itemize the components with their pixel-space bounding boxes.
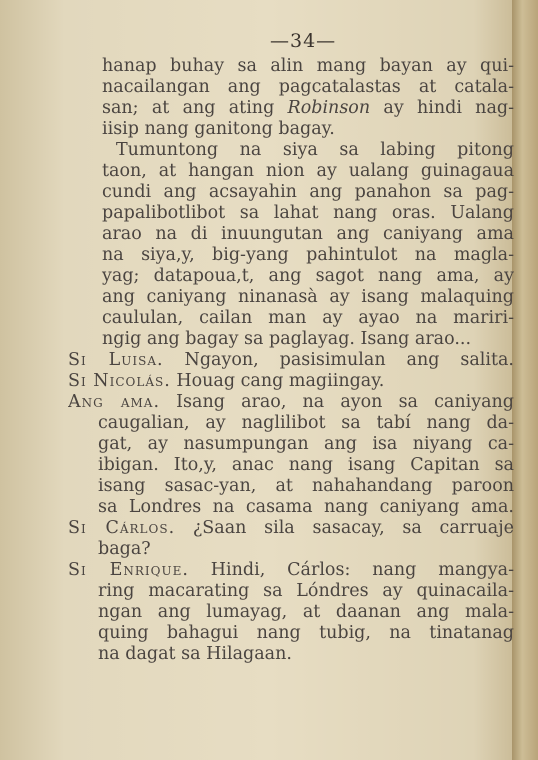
line-text: yag; datapoua,t, ang sagot nang ama, ay	[102, 266, 514, 286]
text-line	[68, 581, 514, 602]
line-text: sa Londres na casama nang caniyang ama.	[98, 497, 514, 517]
text-line	[68, 455, 514, 476]
line-text: iisip nang ganitong bagay.	[102, 119, 335, 139]
page-body-text	[68, 56, 514, 665]
line-text: baga?	[98, 539, 151, 559]
text-line	[68, 413, 514, 434]
line-text: ngan ang lumayag, at daanan ang mala-	[98, 602, 514, 622]
text-line	[68, 98, 514, 119]
text-line	[68, 623, 514, 644]
line-text: quing bahagui nang tubig, na tinatanag	[98, 623, 514, 643]
line-text: cundi ang acsayahin ang panahon sa pag-	[102, 182, 514, 202]
text-line	[68, 77, 514, 98]
page-edge	[512, 0, 538, 760]
line-text: Houag cang magiingay.	[170, 371, 385, 391]
text-line	[68, 266, 514, 287]
line-text: ring macarating sa Lóndres ay quinacaila-	[98, 581, 514, 601]
line-text: nacailangan ang pagcatalastas at catala-	[102, 77, 514, 97]
line-text: ¿Saan sila sasacay, sa carruaje	[175, 518, 514, 538]
text-line	[68, 182, 514, 203]
line-text: arao na di inuungutan ang caniyang ama	[102, 224, 514, 244]
line-text: papalibotlibot sa lahat nang oras. Ualang	[102, 203, 514, 223]
text-line	[68, 287, 514, 308]
line-text: caugalian, ay naglilibot sa tabí nang da-	[98, 413, 514, 433]
text-line	[68, 371, 514, 392]
line-text: isang sasac-yan, at nahahandang paroon	[98, 476, 514, 496]
text-line	[68, 203, 514, 224]
text-line	[68, 539, 514, 560]
text-line	[68, 392, 514, 413]
speaker-name: Si Nicolás.	[68, 371, 171, 391]
text-line	[68, 224, 514, 245]
text-line	[68, 161, 514, 182]
line-text: ang caniyang ninanasà ay isang malaquing	[102, 287, 514, 307]
speaker-name: Si Cárlos.	[68, 518, 176, 538]
speaker-name: Si Luisa.	[68, 350, 164, 370]
line-text: san; at ang ating	[102, 98, 288, 118]
text-line	[68, 350, 514, 371]
text-line	[68, 329, 514, 350]
text-line	[68, 308, 514, 329]
line-text: ngig ang bagay sa paglayag. Isang arao...	[102, 329, 472, 349]
line-text: taon, at hangan nion ay ualang guinagaua	[102, 161, 514, 181]
line-text: hanap buhay sa alin mang bayan ay qui-	[102, 56, 514, 76]
speaker-name: Ang ama.	[68, 392, 161, 412]
line-text: na dagat sa Hilagaan.	[98, 644, 292, 664]
line-text: Tumuntong na siya sa labing pitong	[116, 140, 514, 160]
text-line	[68, 56, 514, 77]
line-text: gat, ay nasumpungan ang isa niyang ca-	[98, 434, 514, 454]
line-text: ay hindi nag-	[370, 98, 514, 118]
text-line	[68, 434, 514, 455]
line-text: Ngayon, pasisimulan ang salita.	[163, 350, 514, 370]
text-line	[68, 476, 514, 497]
text-line	[68, 518, 514, 539]
text-line	[68, 245, 514, 266]
page-number: —34—	[270, 30, 337, 52]
text-line	[68, 644, 514, 665]
text-line	[68, 560, 514, 581]
line-text: ibigan. Ito,y, anac nang isang Capitan sa	[98, 455, 514, 475]
text-line	[68, 119, 514, 140]
text-line	[68, 602, 514, 623]
line-text: Hindi, Cárlos: nang mangya-	[188, 560, 514, 580]
text-line	[68, 140, 514, 161]
text-line	[68, 497, 514, 518]
italic-name: Robinson	[287, 98, 371, 118]
line-text: na siya,y, big-yang pahintulot na magla-	[102, 245, 514, 265]
line-text: caululan, cailan man ay ayao na mariri-	[102, 308, 514, 328]
speaker-name: Si Enrique.	[68, 560, 189, 580]
line-text: Isang arao, na ayon sa caniyang	[160, 392, 514, 412]
